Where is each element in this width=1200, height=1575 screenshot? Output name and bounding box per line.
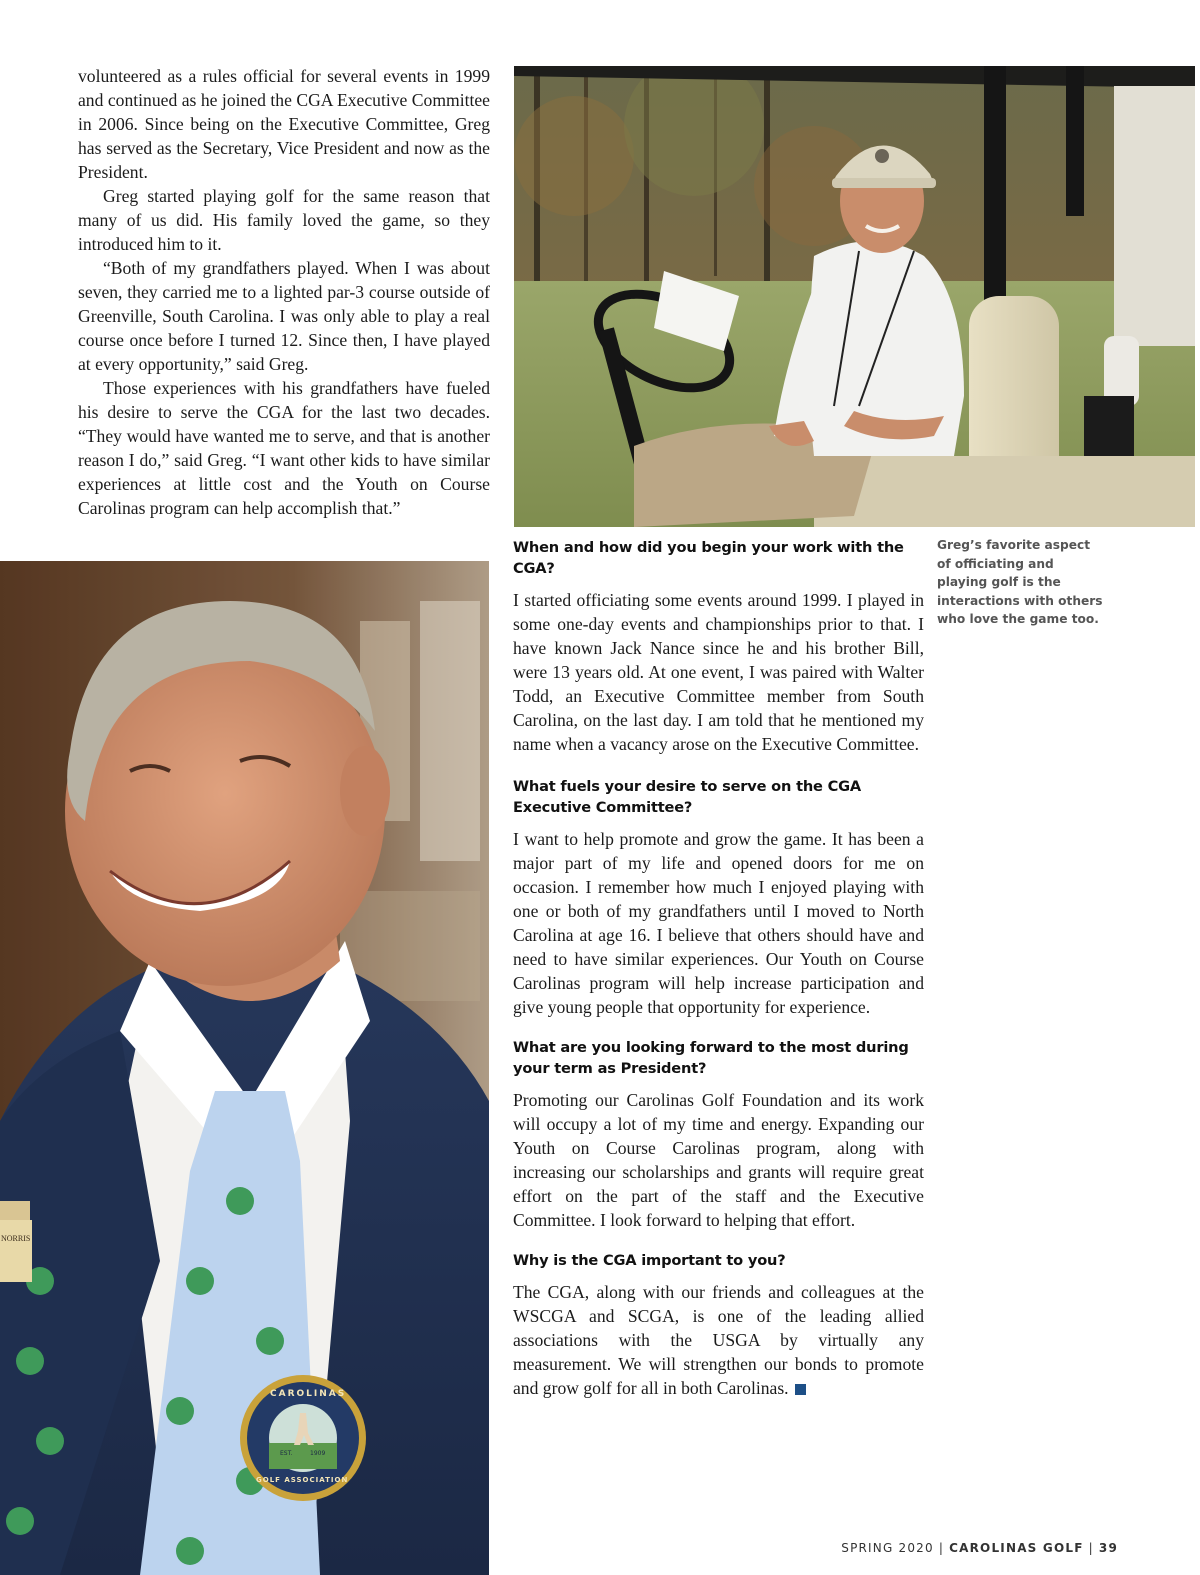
page-number: 39 — [1098, 1541, 1118, 1555]
interview-answer-text: The CGA, along with our friends and colleagues at the WSCGA and SCGA, is one of the leading allied associations with the USGA by virtually any measurement. We will strengthen our bonds to promote and grow golf for all in both Carolinas. — [513, 1282, 924, 1398]
name-tag — [0, 1220, 32, 1282]
badge-top-text: CAROLINAS — [270, 1389, 347, 1399]
footer-magazine: CAROLINAS GOLF — [949, 1541, 1084, 1555]
article-paragraph: volunteered as a rules official for several events in 1999 and continued as he joined the CGA Executive Committee in 2006. Since being on the Executive Committee, Greg has served as the Secretary, Vice President and now as the President. — [78, 66, 490, 182]
article-paragraph: Greg started playing golf for the same reason that many of us did. His family loved the game, so they introduced him to it. — [78, 186, 490, 254]
portrait-photo — [0, 561, 489, 1575]
interview-answer: I want to help promote and grow the game. It has been a major part of my life and opened doors for me on occasion. I remember how much I enjoyed playing with one or both of my grandfathers until I moved to North Carolina at age 16. I believe that others should have and need to have similar experiences. Our Youth on Course Carolinas program will help increase participation and give young people that opportunity for experience. — [513, 829, 924, 1017]
interview-question: What are you looking forward to the most during your term as President? — [513, 1039, 909, 1077]
footer-separator: | — [938, 1541, 945, 1555]
interview-answer-last — [513, 1280, 924, 1400]
left-article-column — [78, 64, 490, 520]
interview-question: What fuels your desire to serve on the CGA Executive Committee? — [513, 778, 861, 816]
interview-question: Why is the CGA important to you? — [513, 1252, 786, 1269]
photo-caption: Greg’s favorite aspect of officiating and playing golf is the interactions with others who love the game too. — [937, 538, 1103, 627]
article-paragraph: “Both of my grandfathers played. When I was about seven, they carried me to a lighted par-3 course outside of Greenville, South Carolina. I was only able to play a real course once before I turned 12. Since then, I have played at every opportunity,” said Greg. — [78, 258, 490, 374]
footer-separator: | — [1088, 1541, 1094, 1555]
interview-answer: Promoting our Carolinas Golf Foundation and its work will occupy a lot of my time and energy. Expanding our Youth on Course Carolinas program, along with increasing our scholarships and grants will require great effort on the part of the staff and the Executive Committee. I look forward to helping that effort. — [513, 1090, 924, 1230]
badge-year-text: 1909 — [310, 1450, 326, 1457]
badge-bottom-text: GOLF ASSOCIATION — [256, 1476, 349, 1484]
name-tag-text: NORRIS — [1, 1234, 31, 1243]
footer-season: SPRING 2020 — [841, 1541, 934, 1555]
interview-column — [513, 537, 924, 1418]
interview-question: When and how did you begin your work with the CGA? — [513, 539, 904, 577]
golf-cart-photo — [514, 66, 1195, 527]
carolinas-golf-association-badge — [238, 1373, 368, 1503]
badge-est-text: EST. — [280, 1450, 293, 1457]
end-of-article-square-icon — [795, 1384, 806, 1395]
interview-answer: I started officiating some events around 1999. I played in some one-day events and championships prior to that. I have known Jack Nance since he and his brother Bill, were 13 years old. At one event, I was paired with Walter Todd, an Executive Committee member from South Carolina, on the last day. I am told that he mentioned my name when a vacancy arose on the Executive Committee. — [513, 590, 924, 754]
page-footer — [841, 1541, 1118, 1555]
article-paragraph: Those experiences with his grandfathers have fueled his desire to serve the CGA for the last two decades. “They would have wanted me to serve, and that is another reason I do,” said Greg. “I want other kids to have similar experiences at little cost and the Youth on Course Carolinas program can help accomplish that.” — [78, 378, 490, 518]
